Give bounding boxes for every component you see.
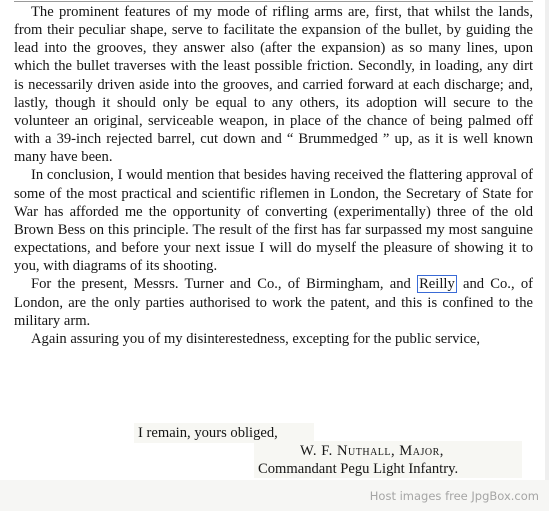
- paragraph-conclusion: In conclusion, I would mention that besides having received the flattering approval of some of the most practical and scientific riflemen in London, the Secretary of State for War has afforded me the opportunity of converting (experimentally) three of the old Brown Bess on this principle. The result of the first has far surpassed my most sanguine expectations, and before your next issue I will do myself the pleasure of showing it to you, with diagrams of its shooting.: [14, 167, 533, 275]
- footer-bar: [0, 480, 549, 511]
- patent-text-end: and Co., of London, are the only parties authorised to work the patent, and this is confined to the military arm.: [14, 276, 533, 329]
- signature-name: W. F. Nuthall, Major,: [300, 443, 444, 459]
- top-rule: [14, 1, 533, 2]
- patent-text-start: For the present, Messrs. Turner and Co., of Birmingham, and: [31, 276, 418, 293]
- paragraph-patent-holders: [14, 275, 533, 329]
- closing-line: I remain, yours obliged,: [138, 425, 278, 441]
- article-column: [14, 3, 533, 348]
- signature-title: Commandant Pegu Light Infantry.: [258, 461, 459, 477]
- watermark-link[interactable]: Host images free JpgBox.com: [369, 489, 539, 503]
- page-edge: [545, 0, 549, 480]
- highlighted-word-reilly[interactable]: Reilly: [419, 276, 455, 293]
- paragraph-rifling-features: The prominent features of my mode of rifling arms are, first, that whilst the lands, from their peculiar shape, serve to facilitate the expansion of the bullet, by guiding the lead into the grooves, they answer also (after the expansion) as so many lines, upon which the bullet traverses with the least possible friction. Secondly, in loading, any dirt is necessarily driven aside into the grooves, and carried forward at each discharge; and, lastly, though it should only be equal to any others, its adoption will secure to the volunteer an original, serviceable weapon, in place of the chance of being palmed off with a 39-inch rejected barrel, cut down and “ Brummedged ” up, as it is well known many have been.: [14, 4, 533, 166]
- paragraph-assurance: Again assuring you of my disinterestedness, excepting for the public service,: [31, 330, 481, 347]
